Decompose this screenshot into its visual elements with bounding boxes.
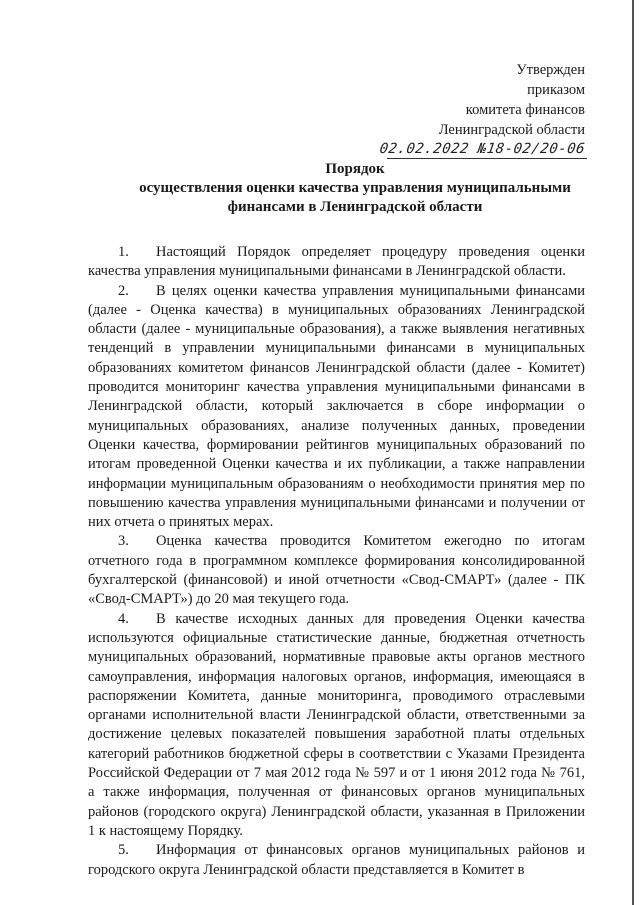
approval-line: комитета финансов xyxy=(465,102,585,118)
paragraph xyxy=(88,841,585,880)
paragraph-text: Информация от финансовых органов муниципальных районов и городского округа Ленинградской области представляется в Комитет в xyxy=(88,842,585,878)
paragraph-number: 5. xyxy=(118,842,129,859)
title-line: осуществления оценки качества управления муниципальными xyxy=(139,180,571,196)
paragraph-text: В качестве исходных данных для проведения Оценки качества используются официальные статистические данные, бюджетная отчетность муниципальных образований, нормативные правовые акты органов местного самоуправления, информация налоговых органов, информация, имеющаяся в распоряжении Комитета, данные мониторинга, проводимого отраслевыми органами исполнительной власти Ленинградской области, ответственными за достижение целевых показателей повышения заработной платы отдельных категорий работников бюджетной сферы в соответствии с Указами Президента Российской Федерации от 7 мая 2012 года № 597 и от 1 июня 2012 года № 761, а также информация, полученная от финансовых органов муниципальных районов (городского округа) Ленинградской области, указанная в Приложении 1 к настоящему Порядку. xyxy=(88,610,585,839)
approval-block xyxy=(325,60,585,159)
paragraph-text: В целях оценки качества управления муниципальными финансами (далее - Оценка качества) в муниципальных образованиях Ленинградской области (далее - муниципальные образования), а также выявления негативных тенденций в управлении муниципальными финансами в муниципальных образованиях комитетом финансов Ленинградской области (далее - Комитет) проводится мониторинг качества управления муниципальными финансами в Ленинградской области, который заключается в сборе информации о муниципальных образованиях, анализе полученных данных, проведении Оценки качества, формировании рейтингов муниципальных образований по итогам проведенной Оценки качества и их публикации, а также направлении информации муниципальным образованиям о необходимости принятия мер по повышению качества управления муниципальными финансами и получении от них отчета о принятых мерах. xyxy=(88,282,585,531)
handwritten-date-number: 02.02.2022 №18-02/20-06 xyxy=(378,141,587,157)
paragraph-text: Оценка качества проводится Комитетом ежегодно по итогам отчетного года в программном комплексе формирования консолидированной бухгалтерской (финансовой) и иной отчетности «Свод-СМАРТ» (далее - ПК «Свод-СМАРТ») до 20 мая текущего года. xyxy=(88,533,585,608)
paragraph-number: 4. xyxy=(118,610,129,627)
paragraph xyxy=(88,282,585,533)
document-title xyxy=(60,160,640,217)
approval-line: Утвержден xyxy=(516,62,585,78)
approval-line: приказом xyxy=(527,82,585,98)
paragraph xyxy=(88,532,585,609)
title-line: Порядок xyxy=(325,161,385,177)
paragraph xyxy=(88,610,585,842)
paragraph xyxy=(88,243,585,282)
paragraph-text: Настоящий Порядок определяет процедуру проведения оценки качества управления муниципальными финансами в Ленинградской области. xyxy=(88,244,585,280)
paragraph-number: 3. xyxy=(118,533,129,550)
scan-edge-line xyxy=(632,0,634,905)
paragraph-number: 2. xyxy=(118,282,129,299)
underline-rule xyxy=(387,158,587,159)
paragraph-number: 1. xyxy=(118,244,129,260)
document-body xyxy=(88,243,585,880)
title-line: финансами в Ленинградской области xyxy=(227,199,483,215)
approval-line: Ленинградской области xyxy=(438,122,585,138)
